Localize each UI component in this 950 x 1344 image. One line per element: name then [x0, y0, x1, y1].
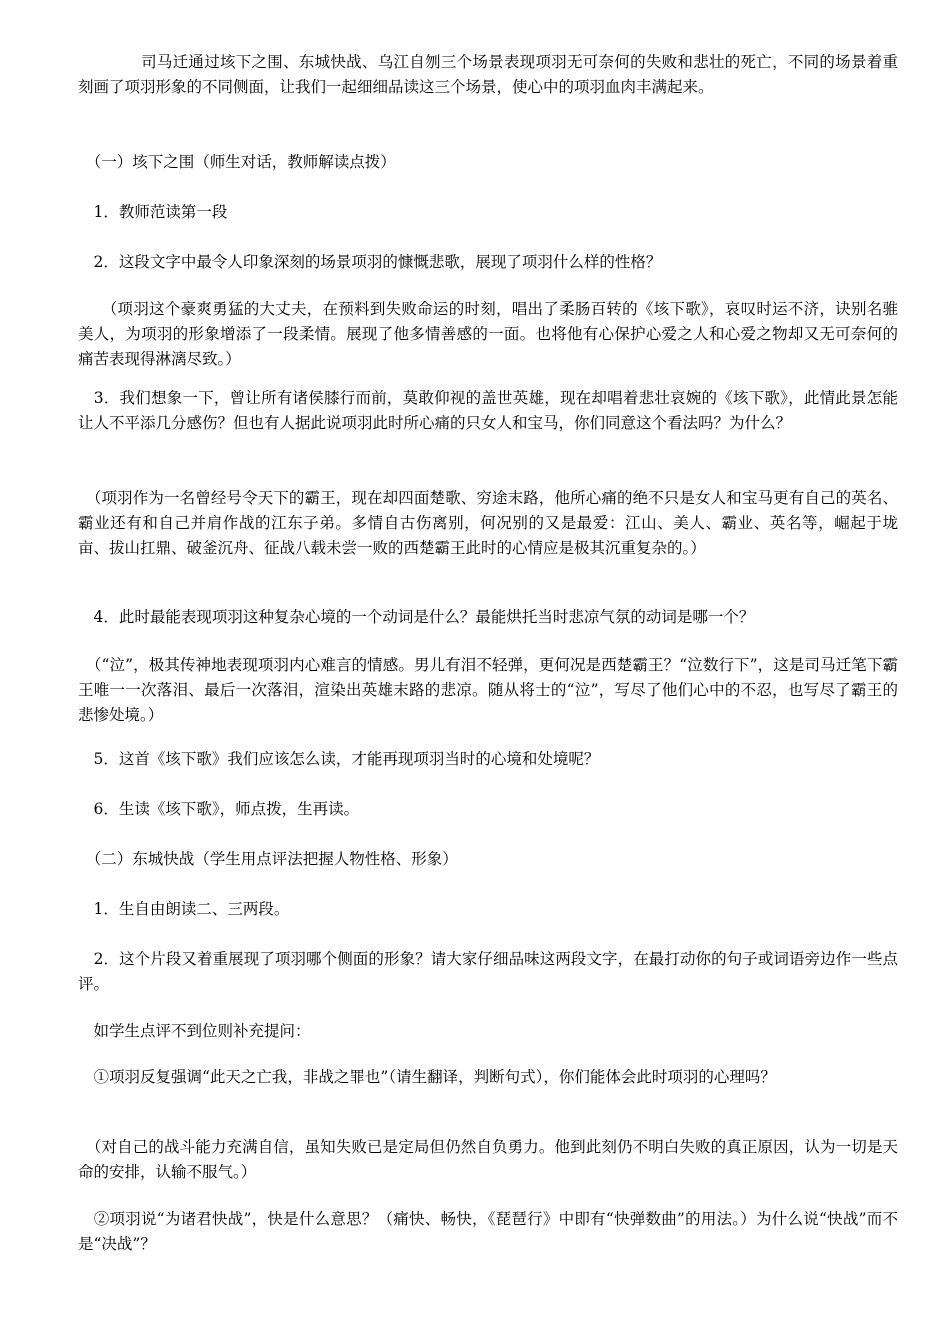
item-1-teacher-reading: 1．教师范读第一段 — [78, 203, 228, 221]
answer-2: （项羽这个豪爽勇猛的大丈夫，在预料到失败命运的时刻，唱出了柔肠百转的《垓下歌》，哀叹时运不济，诀别名骓美人，为项羽的形象增添了一段柔情。展现了他多情善感的一面。也将他有心保护心爱之人和心爱之物却又无可奈何的痛苦表现得淋漓尽致。） — [78, 300, 898, 368]
question-circle-2: ②项羽说“为诸君快战”，快是什么意思？（痛快、畅快，《琵琶行》中即有“快弹数曲”的用法。）为什么说“快战”而不是“决战”？ — [78, 1210, 898, 1253]
item-6-student-reading: 6．生读《垓下歌》，师点拨，生再读。 — [78, 800, 360, 818]
question-3-opinion: 3．我们想象一下，曾让所有诸侯膝行而前，莫敢仰视的盖世英雄，现在却唱着悲壮哀婉的《垓下歌》，此情此景怎能让人不平添几分感伤？但也有人据此说项羽此时所心痛的只女人和宝马，你们同意这个看法吗？为什么？ — [78, 389, 898, 432]
section-heading-dongcheng: （二）东城快战（学生用点评法把握人物性格、形象） — [78, 850, 458, 868]
question-5-reading: 5．这首《垓下歌》我们应该怎么读，才能再现项羽当时的心境和处境呢？ — [78, 750, 600, 768]
item-1-free-reading: 1．生自由朗读二、三两段。 — [78, 900, 290, 918]
answer-4: （“泣”，极其传神地表现项羽内心难言的情感。男儿有泪不轻弹，更何况是西楚霸王？“泣数行下”，这是司马迁笔下霸王唯一一次落泪、最后一次落泪，渲染出英雄末路的悲凉。随从将士的“泣”，写尽了他们心中的不忍，也写尽了霸王的悲惨处境。） — [78, 656, 898, 724]
question-4-verb: 4．此时最能表现项羽这种复杂心境的一个动词是什么？最能烘托当时悲凉气氛的动词是哪一个？ — [78, 608, 755, 626]
document-page — [78, 0, 898, 1344]
supplement-note: 如学生点评不到位则补充提问： — [78, 1022, 311, 1040]
question-2-annotation: 2．这个片段又着重展现了项羽哪个侧面的形象？请大家仔细品味这两段文字，在最打动你的句子或词语旁边作一些点评。 — [78, 950, 898, 993]
question-circle-1: ①项羽反复强调“此天之亡我，非战之罪也”（请生翻译，判断句式），你们能体会此时项羽的心理吗？ — [78, 1068, 776, 1086]
question-2-character: 2．这段文字中最令人印象深刻的场景项羽的慷慨悲歌，展现了项羽什么样的性格？ — [78, 253, 662, 271]
paragraph-intro: 司马迁通过垓下之围、东城快战、乌江自刎三个场景表现项羽无可奈何的失败和悲壮的死亡，不同的场景着重刻画了项羽形象的不同侧面，让我们一起细细品读这三个场景，使心中的项羽血肉丰满起来。 — [78, 53, 898, 96]
section-heading-gaixia: （一）垓下之围（师生对话，教师解读点拨） — [78, 153, 396, 171]
answer-circle-1: （对自己的战斗能力充满自信，虽知失败已是定局但仍然自负勇力。他到此刻仍不明白失败的真正原因，认为一切是天命的安排，认输不服气。） — [78, 1138, 898, 1181]
answer-3: （项羽作为一名曾经号令天下的霸王，现在却四面楚歌、穷途末路，他所心痛的绝不只是女人和宝马更有自己的英名、霸业还有和自己并肩作战的江东子弟。多情自古伤离别，何况别的又是最爱：江山、美人、霸业、英名等，崛起于垅亩、拔山扛鼎、破釜沉舟、征战八载未尝一败的西楚霸王此时的心情应是极其沉重复杂的。） — [78, 489, 898, 557]
